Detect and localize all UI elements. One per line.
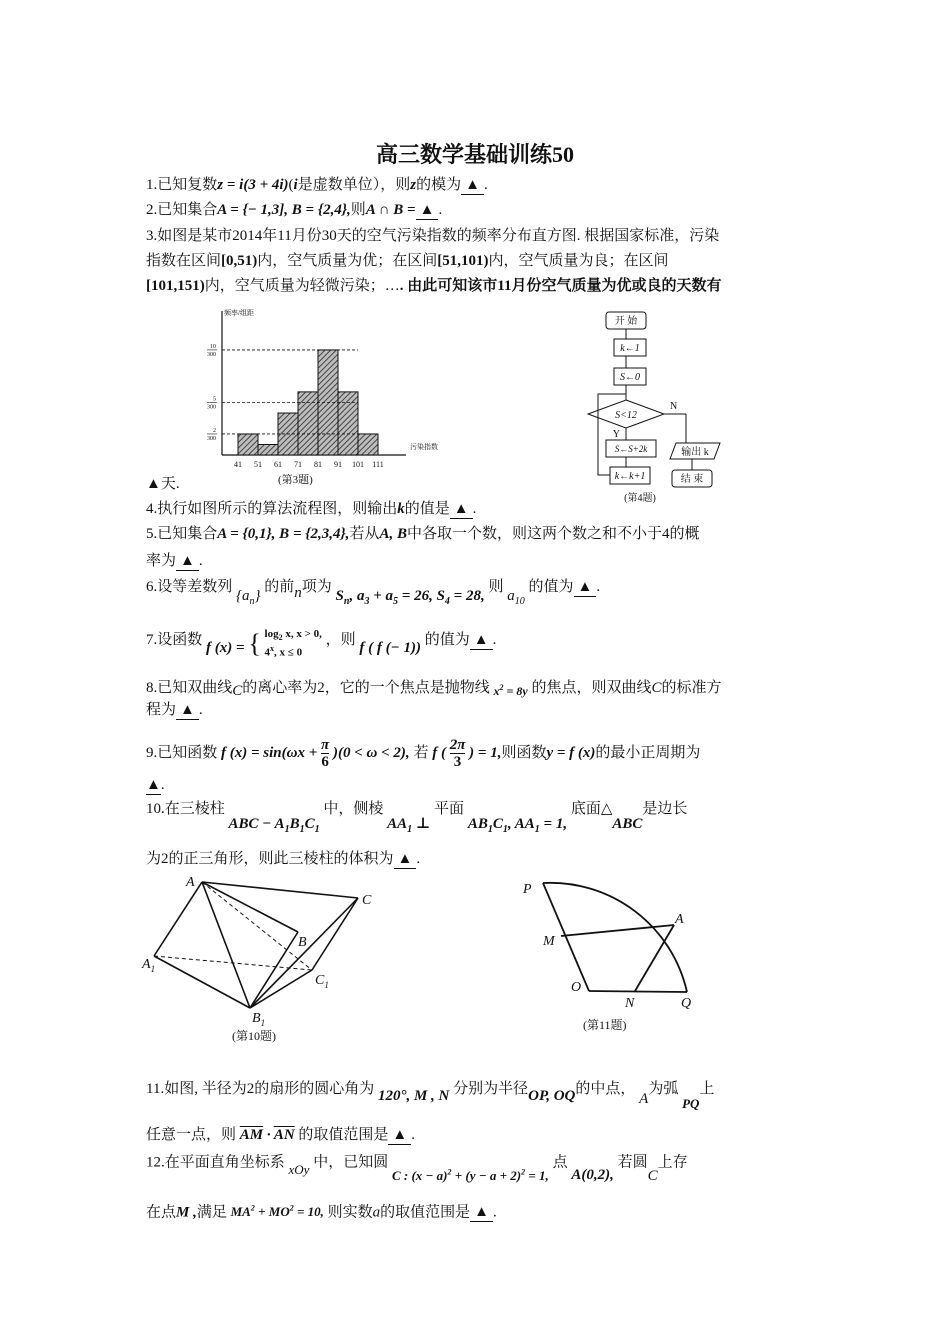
- x-tick-label: 51: [254, 460, 262, 469]
- y-axis-label: 频率/组距: [224, 309, 254, 317]
- svg-text:N: N: [670, 401, 678, 412]
- question-9-line-2: ▲.: [146, 777, 165, 793]
- label-P: P: [523, 882, 532, 897]
- prism-figure: [140, 870, 390, 1050]
- x-tick-label: 41: [234, 460, 242, 469]
- question-3-line-3: [101,151)内，空气质量为轻微污染；…. 由此可知该市11月份空气质量为优或良的天数有: [146, 278, 722, 294]
- chart-title: (第3题): [278, 474, 313, 486]
- label-Q: Q: [681, 996, 692, 1011]
- flowchart-caption: (第4题): [624, 493, 656, 504]
- svg-text:Y: Y: [612, 429, 620, 440]
- question-5-line-1: 5.已知集合A = {0,1}, B = {2,3,4},若从A, B中各取一个数，则这两个数之和不小于4的概: [146, 526, 700, 542]
- answer-blank: ▲: [176, 552, 199, 571]
- svg-text:k←1: k←1: [620, 343, 640, 354]
- question-8-line-2: 程为 ▲ .: [146, 702, 203, 718]
- flowchart: [590, 305, 735, 505]
- svg-text:k←k+1: k←k+1: [614, 471, 646, 482]
- label-C: C: [362, 893, 372, 908]
- label-M: M: [543, 934, 555, 949]
- question-12-line-2: 在点M ,满足 $MA^2 + MO^2 = 10$, 则实数a的取值范围是 ▲ .: [146, 1204, 497, 1221]
- question-12-line-1: 12.在平面直角坐标系 xOy 中，已知圆 C : $(x - a)^2 + (y - a + 2)^2 = 1$, 点 A(0,2), 若圆C上存: [146, 1154, 688, 1185]
- svg-text:S←S+2k: S←S+2k: [614, 444, 648, 454]
- question-9-line-1: 9.已知函数 f (x) = sin(ωx + $\frac{\pi}{6}$ )(0 < ω < 2), 若 f ( $\frac{2\pi}{3}$ ) = 1,则函数y = f (x)的最小正周期为: [146, 737, 701, 770]
- answer-blank: ▲: [416, 201, 439, 220]
- histogram-bar: [238, 434, 258, 455]
- x-tick-label: 71: [294, 460, 302, 469]
- y-tick-label: 300: [207, 404, 216, 411]
- y-tick-label: 300: [207, 351, 216, 358]
- fig10-caption: (第10题): [232, 1029, 276, 1043]
- answer-blank: ▲: [450, 500, 473, 519]
- histogram-bar: [358, 434, 378, 455]
- question-1: 1.已知复数z = i(3 + 4i)(i是虚数单位），则z的模为 ▲ .: [146, 177, 488, 193]
- fig11-caption: (第11题): [583, 1018, 627, 1032]
- histogram-bar: [258, 444, 278, 455]
- question-10-line-2: 为2的正三角形，则此三棱柱的体积为 ▲ .: [146, 851, 421, 867]
- label-O: O: [571, 980, 582, 995]
- sector-figure: [515, 865, 715, 1040]
- label-A1: $A_1$: [142, 957, 156, 974]
- label-B1: $B_1$: [252, 1011, 266, 1028]
- question-10-line-1: 10.在三棱柱 ABC − $A_1B_1C_1$ 中，侧棱 $AA_1$ ⊥ 平面 $AB_1C_1$, $AA_1 = 1$, 底面△ABC是边长: [146, 801, 688, 835]
- x-tick-label: 61: [274, 460, 282, 469]
- x-tick-label: 111: [372, 460, 384, 469]
- label-A: A: [675, 912, 684, 927]
- answer-blank: ▲: [394, 850, 417, 869]
- question-11-line-2: 任意一点，则 $\overline{AM} \cdot \overline{AN}$ 的取值范围是 ▲ .: [146, 1127, 416, 1143]
- label-N: N: [625, 996, 635, 1011]
- y-tick-label: 10: [210, 343, 216, 350]
- x-axis-label: 污染指数: [410, 443, 438, 451]
- question-3-line-1: 3.如图是某市2014年11月份30天的空气污染指数的频率分布直方图. 根据国家标准，污染: [146, 228, 720, 244]
- x-tick-label: 81: [314, 460, 322, 469]
- answer-blank: ▲: [470, 1203, 493, 1222]
- y-tick-label: 5: [213, 396, 216, 403]
- svg-text:输出 k: 输出 k: [681, 447, 709, 458]
- y-tick-label: 300: [207, 435, 216, 442]
- question-6: 6.设等差数列 $\{a_n\}$ 的前n项为 $S_n$, $a_3 + a_5 = 26$, $S_4 = 28$, 则 $a_{10}$ 的值为 ▲ .: [146, 579, 601, 607]
- answer-blank: ▲: [388, 1126, 411, 1145]
- label-C1: $C_1$: [315, 973, 329, 990]
- question-8-line-1: 8.已知双曲线C的离心率为2，它的一个焦点是抛物线 $_{x^2 = 8y}$ 的焦点，则双曲线C的标准方: [146, 680, 722, 699]
- label-A: A: [186, 875, 195, 890]
- svg-text:结 束: 结 束: [680, 474, 704, 485]
- question-2: 2.已知集合A = {− 1,3], B = {2,4},则A ∩ B = ▲ .: [146, 202, 443, 218]
- x-tick-label: 91: [334, 460, 342, 469]
- answer-blank: ▲: [574, 578, 597, 597]
- svg-text:S←0: S←0: [620, 372, 640, 383]
- histogram-bar: [298, 392, 318, 455]
- question-4: 4.执行如图所示的算法流程图，则输出k的值是 ▲ .: [146, 501, 477, 517]
- question-3-line-2: 指数在区间[0,51)内，空气质量为优；在区间[51,101)内，空气质量为良；在区间: [146, 253, 669, 269]
- answer-blank: ▲: [461, 176, 484, 195]
- histogram-bar: [338, 392, 358, 455]
- question-7: 7.设函数 f (x) = { $\log_2 x$, x > 0, 4$^x$, x ≤ 0 ，则 f ( f (− 1)) 的值为 ▲ .: [146, 628, 497, 659]
- label-B: B: [298, 935, 307, 950]
- x-tick-label: 101: [352, 460, 364, 469]
- answer-blank: ▲: [176, 701, 199, 720]
- flow-start-text: 开 始: [614, 316, 638, 327]
- question-5-line-2: 率为 ▲ .: [146, 553, 203, 569]
- question-3-line-4: ▲天.: [146, 476, 180, 492]
- page-title: 高三数学基础训练50: [375, 142, 574, 167]
- histogram-chart: [194, 305, 444, 490]
- answer-blank: ▲: [470, 631, 493, 650]
- answer-blank: ▲: [146, 777, 161, 793]
- y-tick-label: 2: [213, 427, 216, 434]
- question-11-line-1: 11.如图, 半径为2的扇形的圆心角为 120°, M , N 分别为半径OP, OQ的中点， A为弧 PQ上: [146, 1081, 715, 1111]
- svg-text:S<12: S<12: [615, 410, 637, 421]
